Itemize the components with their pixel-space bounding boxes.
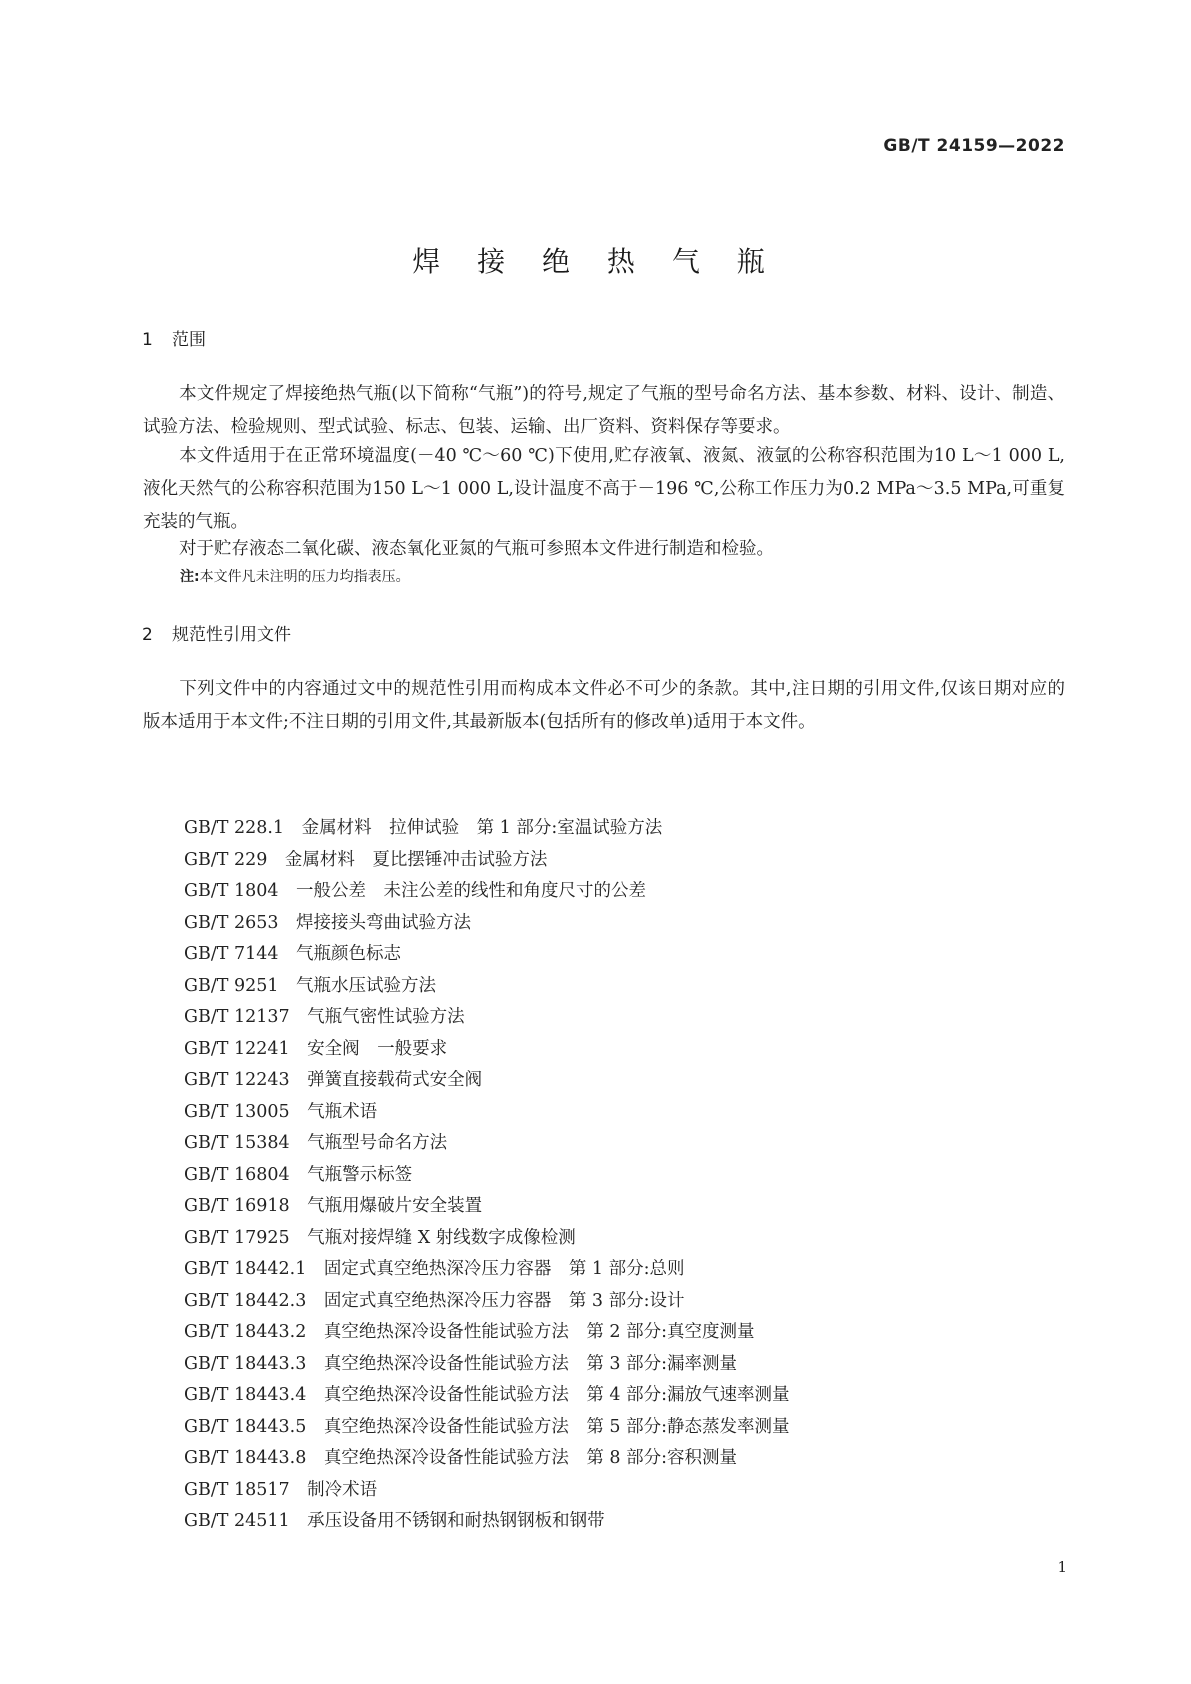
section-2-heading [142, 620, 291, 645]
reference-item: GB/T 18442.1 固定式真空绝热深冷压力容器 第 1 部分:总则 [184, 1259, 685, 1279]
section-1-paragraph-1 [143, 378, 1065, 444]
section-1-number: 1 [142, 330, 153, 350]
paragraph-text: 本文件规定了焊接绝热气瓶(以下简称“气瓶”)的符号,规定了气瓶的型号命名方法、基本参数、材料、设计、制造、试验方法、检验规则、型式试验、标志、包装、运输、出厂资料、资料保存等要求。 [143, 384, 1065, 437]
reference-item: GB/T 17925 气瓶对接焊缝 X 射线数字成像检测 [184, 1227, 576, 1248]
reference-item: GB/T 16804 气瓶警示标签 [184, 1164, 413, 1185]
reference-item: GB/T 1804 一般公差 未注公差的线性和角度尺寸的公差 [184, 881, 647, 901]
section-1-title: 范围 [172, 330, 206, 350]
reference-item: GB/T 18517 制冷术语 [184, 1479, 378, 1500]
reference-item: GB/T 16918 气瓶用爆破片安全装置 [184, 1196, 483, 1216]
reference-item: GB/T 18443.8 真空绝热深冷设备性能试验方法 第 8 部分:容积测量 [184, 1448, 737, 1468]
reference-item: GB/T 18443.4 真空绝热深冷设备性能试验方法 第 4 部分:漏放气速率测量 [184, 1385, 790, 1405]
section-1-paragraph-3 [143, 533, 1065, 566]
reference-item: GB/T 2653 焊接接头弯曲试验方法 [184, 912, 472, 933]
reference-item: GB/T 24511 承压设备用不锈钢和耐热钢钢板和钢带 [184, 1511, 605, 1531]
reference-item: GB/T 18443.5 真空绝热深冷设备性能试验方法 第 5 部分:静态蒸发率测量 [184, 1416, 790, 1437]
paragraph-text: 对于贮存液态二氧化碳、液态氧化亚氮的气瓶可参照本文件进行制造和检验。 [179, 539, 774, 559]
reference-item: GB/T 18442.3 固定式真空绝热深冷压力容器 第 3 部分:设计 [184, 1290, 685, 1311]
section-1-heading [142, 325, 206, 350]
reference-item: GB/T 13005 气瓶术语 [184, 1101, 378, 1122]
paragraph-text: 下列文件中的内容通过文中的规范性引用而构成本文件必不可少的条款。其中,注日期的引用文件,仅该日期对应的版本适用于本文件;不注日期的引用文件,其最新版本(包括所有的修改单)适用于本文件。 [143, 679, 1065, 732]
reference-item: GB/T 12241 安全阀 一般要求 [184, 1038, 448, 1059]
reference-item: GB/T 7144 气瓶颜色标志 [184, 944, 402, 964]
reference-item: GB/T 15384 气瓶型号命名方法 [184, 1133, 448, 1153]
note-label: 注: [180, 569, 200, 585]
reference-item: GB/T 18443.3 真空绝热深冷设备性能试验方法 第 3 部分:漏率测量 [184, 1353, 737, 1374]
section-2-title: 规范性引用文件 [172, 625, 291, 645]
paragraph-text: 本文件适用于在正常环境温度(－40 ℃～60 ℃)下使用,贮存液氧、液氮、液氩的公称容积范围为10 L～1 000 L,液化天然气的公称容积范围为150 L～1 000 L,设计温度不高于－196 ℃,公称工作压力为0.2 MPa～3.5 MPa,可重复充装的气瓶。 [143, 446, 1065, 532]
reference-list [184, 813, 790, 1538]
note [180, 566, 410, 586]
reference-item: GB/T 9251 气瓶水压试验方法 [184, 975, 437, 996]
section-2-intro [143, 673, 1065, 739]
reference-item: GB/T 229 金属材料 夏比摆锤冲击试验方法 [184, 849, 548, 870]
reference-item: GB/T 12243 弹簧直接载荷式安全阀 [184, 1070, 483, 1090]
page-number: 1 [1057, 1558, 1067, 1576]
section-1-paragraph-2 [143, 440, 1065, 539]
reference-item: GB/T 12137 气瓶气密性试验方法 [184, 1007, 465, 1027]
note-text: 本文件凡未注明的压力均指表压。 [199, 569, 410, 585]
reference-item: GB/T 228.1 金属材料 拉伸试验 第 1 部分:室温试验方法 [184, 818, 663, 838]
page-title: 焊 接 绝 热 气 瓶 [412, 245, 779, 278]
reference-item: GB/T 18443.2 真空绝热深冷设备性能试验方法 第 2 部分:真空度测量 [184, 1322, 755, 1342]
document-number: GB/T 24159—2022 [883, 136, 1065, 156]
section-2-number: 2 [142, 625, 153, 645]
